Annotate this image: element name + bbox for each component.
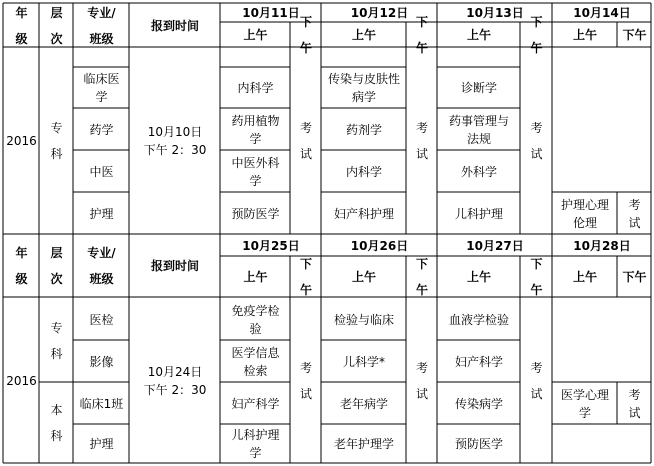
major-cell: 护理 xyxy=(89,206,114,221)
course-cell: 内科学 xyxy=(345,164,382,179)
major-cell: 护理 xyxy=(89,437,114,451)
grade-header: 年级 xyxy=(15,5,28,46)
course-cell: 妇产科学 xyxy=(231,396,280,411)
morning-header: 上午 xyxy=(243,270,268,284)
date-header: 10月28日 xyxy=(573,238,631,253)
date-header: 10月11日 xyxy=(242,6,300,20)
course-cell: 儿科护理学 xyxy=(231,428,280,460)
level-value: 专科 xyxy=(50,320,63,361)
report-time-value: 10月10日下午 2：30 xyxy=(143,125,207,157)
afternoon-header: 下午 xyxy=(415,15,428,55)
afternoon-header: 下午 xyxy=(299,15,312,55)
date-header: 10月26日 xyxy=(350,238,409,253)
exam-cell: 考试 xyxy=(415,361,428,401)
date-header: 10月25日 xyxy=(242,238,300,253)
course-cell: 药剂学 xyxy=(345,122,382,137)
afternoon-header: 下午 xyxy=(415,257,428,297)
morning-header: 上午 xyxy=(243,28,268,42)
grade-header: 年级 xyxy=(15,246,28,286)
course-cell: 医学心理学 xyxy=(560,387,609,420)
exam-cell: 考试 xyxy=(530,361,543,401)
level-value: 本科 xyxy=(50,403,63,443)
course-cell: 儿科学* xyxy=(342,354,385,369)
course-cell: 药事管理与法规 xyxy=(448,113,509,146)
course-cell: 护理心理伦理 xyxy=(560,197,609,230)
afternoon-header: 下午 xyxy=(622,28,647,42)
course-cell: 血液学检验 xyxy=(448,312,509,327)
major-cell: 药学 xyxy=(89,122,114,137)
course-cell: 诊断学 xyxy=(460,81,497,95)
course-spacer xyxy=(322,48,406,67)
course-spacer xyxy=(221,48,290,67)
major-cell: 临床医学 xyxy=(83,72,120,104)
course-cell: 儿科护理 xyxy=(454,206,503,221)
grade-value: 2016 xyxy=(6,374,37,388)
course-cell: 妇产科学 xyxy=(454,354,503,369)
course-cell: 老年病学 xyxy=(339,396,388,411)
date-header: 10月12日 xyxy=(350,6,409,20)
course-cell: 预防医学 xyxy=(454,437,503,451)
level-value: 专科 xyxy=(50,121,63,161)
exam-cell: 考试 xyxy=(299,121,312,161)
exam-cell: 考试 xyxy=(530,121,543,161)
morning-header: 上午 xyxy=(466,270,491,284)
grade-value: 2016 xyxy=(6,134,37,148)
major-cell: 医检 xyxy=(89,312,114,327)
morning-header: 上午 xyxy=(572,28,597,42)
level-header: 层次 xyxy=(50,246,63,286)
course-cell: 药用植物学 xyxy=(231,113,280,146)
major-spacer xyxy=(74,48,129,67)
course-cell: 外科学 xyxy=(460,164,497,179)
major-cell: 影像 xyxy=(89,354,114,369)
afternoon-header: 下午 xyxy=(622,270,647,284)
course-cell: 免疫学检验 xyxy=(231,303,280,336)
course-cell: 传染与皮肤性病学 xyxy=(328,72,401,104)
course-cell: 中医外科学 xyxy=(231,155,280,188)
date-header: 10月14日 xyxy=(573,6,631,20)
course-cell: 医学信息检索 xyxy=(231,345,280,378)
course-cell: 老年护理学 xyxy=(333,437,394,451)
afternoon-header: 下午 xyxy=(530,15,543,55)
major-cell: 临床1班 xyxy=(79,396,124,411)
major-cell: 中医 xyxy=(89,164,114,179)
afternoon-header: 下午 xyxy=(530,257,543,297)
course-cell: 内科学 xyxy=(237,81,274,95)
course-cell: 检验与临床 xyxy=(333,312,394,327)
morning-header: 上午 xyxy=(351,28,376,42)
morning-header: 上午 xyxy=(351,270,376,284)
level-header: 层次 xyxy=(50,5,63,46)
morning-header: 上午 xyxy=(466,28,491,42)
report-time-value: 10月24日下午 2：30 xyxy=(143,365,207,397)
report-time-header: 报到时间 xyxy=(150,18,199,33)
exam-cell: 考试 xyxy=(628,387,641,420)
course-cell: 传染病学 xyxy=(454,396,503,411)
exam-cell: 考试 xyxy=(415,121,428,161)
exam-cell: 考试 xyxy=(628,197,641,230)
course-cell: 预防医学 xyxy=(231,206,280,221)
course-cell: 妇产科护理 xyxy=(333,206,394,221)
date-header: 10月27日 xyxy=(466,238,524,253)
course-spacer xyxy=(438,48,520,67)
date-header: 10月13日 xyxy=(466,6,524,20)
major-header: 专业/班级 xyxy=(87,246,116,286)
afternoon-header: 下午 xyxy=(299,257,312,297)
major-header: 专业/班级 xyxy=(87,5,116,46)
report-time-header: 报到时间 xyxy=(150,259,199,273)
exam-cell: 考试 xyxy=(299,361,312,401)
morning-header: 上午 xyxy=(572,270,597,284)
